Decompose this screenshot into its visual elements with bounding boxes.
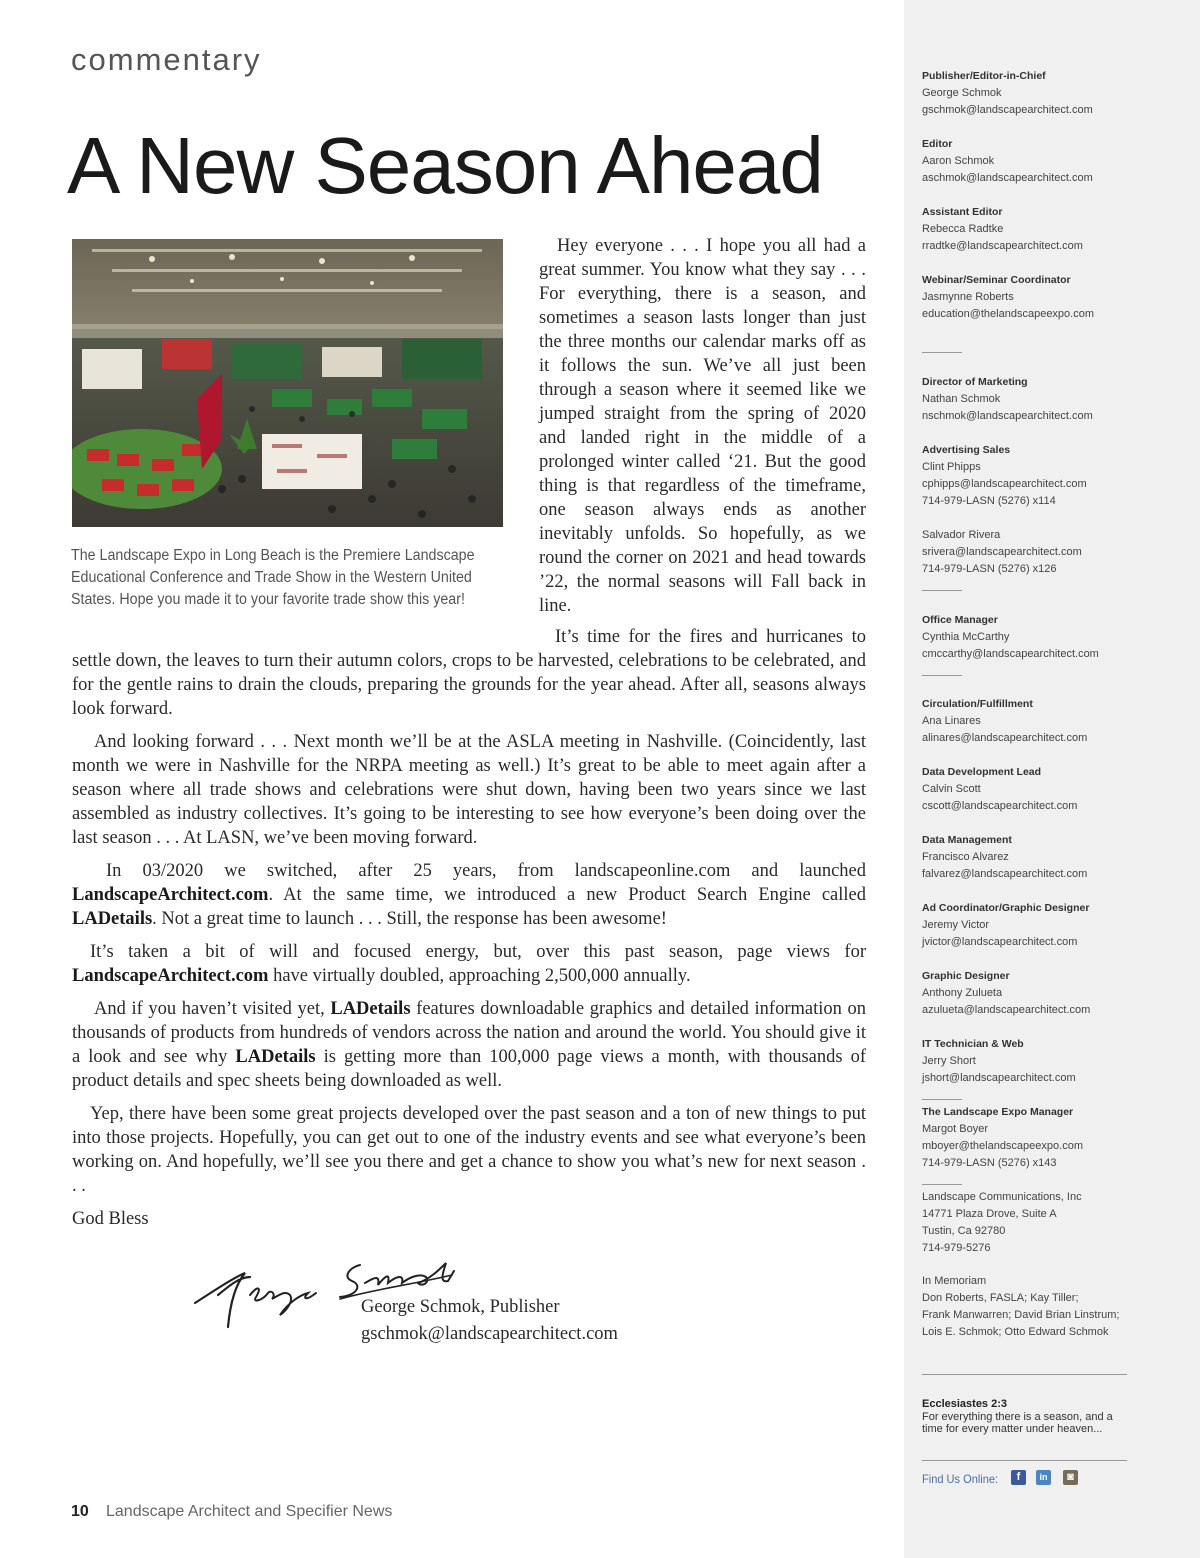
staff-email[interactable]: nschmok@landscapearchitect.com [922,410,1093,422]
divider [922,1184,962,1185]
staff-entry [922,527,1162,578]
staff-role: Publisher/Editor-in-Chief [922,70,1046,82]
staff-name: Cynthia McCarthy [922,631,1010,643]
staff-entry [922,900,1162,951]
instagram-icon[interactable]: ◙ [1063,1470,1078,1485]
divider [922,590,962,591]
staff-entry [922,442,1162,510]
staff-entry [922,1104,1162,1172]
divider [922,675,962,676]
staff-name: Rebecca Radtke [922,223,1004,235]
intro-text: Hey everyone . . . I hope you all had a great summer. You know what they say . . . For everything, there is a season, and sometimes a season lasts longer than just the three months our calendar marks off as it follows the sun. We’ve all just been through a season where it seemed like we jumped straight from the spring of 2020 and landed right in the middle of a prolonged winter called ‘21. But the good thing is that regardless of the timeframe, one season always ends as another inevitably unfolds. So hopefully, as we round the corner on 2021 and head towards ’22, the normal seasons will Fall back in line. [539,236,866,616]
staff-role: Webinar/Seminar Coordinator [922,274,1071,286]
paragraph-5-link-ladetails: LADetails [330,999,411,1019]
paragraph-5-text-a: And if you haven’t visited yet, [94,999,331,1019]
staff-name: Margot Boyer [922,1123,989,1135]
staff-role: Office Manager [922,614,998,626]
staff-role: The Landscape Expo Manager [922,1106,1074,1118]
staff-role: Assistant Editor [922,206,1003,218]
memoriam-line: Lois E. Schmok; Otto Edward Schmok [922,1326,1109,1338]
facebook-icon[interactable]: f [1011,1470,1026,1485]
signature-email: gschmok@landscapearchitect.com [361,1324,618,1344]
staff-email[interactable]: cscott@landscapearchitect.com [922,800,1078,812]
staff-name: Jerry Short [922,1055,976,1067]
company-phone: 714-979-5276 [922,1242,991,1254]
intro-paragraph [539,234,866,618]
staff-entry [922,374,1162,425]
paragraph-5-link-ladetails-2: LADetails [235,1047,316,1067]
staff-role: Advertising Sales [922,444,1011,456]
masthead-sidebar [904,0,1200,1558]
company-city: Tustin, Ca 92780 [922,1225,1006,1237]
paragraph-3-link-ladetails: LADetails [72,909,153,929]
staff-name: Jeremy Victor [922,919,990,931]
staff-name: Jasmynne Roberts [922,291,1014,303]
verse-title: Ecclesiastes 2:3 [922,1398,1008,1410]
signature-image [190,1255,460,1335]
staff-entry [922,832,1162,883]
staff-email[interactable]: cphipps@landscapearchitect.com [922,478,1087,490]
headline: A New Season Ahead [67,121,823,210]
staff-phone: 714-979-LASN (5276) x143 [922,1157,1057,1169]
staff-name: Ana Linares [922,715,981,727]
company-name: Landscape Communications, Inc [922,1191,1082,1203]
staff-name: Anthony Zulueta [922,987,1003,999]
staff-email[interactable]: alinares@landscapearchitect.com [922,732,1088,744]
memoriam-line: Don Roberts, FASLA; Kay Tiller; [922,1292,1079,1304]
divider [922,1099,962,1100]
staff-name: Francisco Alvarez [922,851,1009,863]
memoriam-title: In Memoriam [922,1275,987,1287]
paragraph-5-text-e: is getting more than 100,000 page views a month, with thousands of product details and spec sheets being downloaded as well. [72,1047,866,1091]
staff-name: Clint Phipps [922,461,981,473]
article-body [72,625,866,1240]
staff-entry [922,696,1162,747]
paragraph-2: And looking forward . . . Next month we’ll be at the ASLA meeting in Nashville. (Coincidently, last month we were in Nashville for the NRPA meeting as well.) It’s great to be able to meet again after a season where all trade shows and celebrations were shut down, having been two years since we last assembled as industry collectives. It’s going to be interesting to see how everyone’s been doing over the last season . . . At LASN, we’ve been moving forward. [72,732,866,848]
paragraph-3-link-website: LandscapeArchitect.com [72,885,269,905]
staff-email[interactable]: cmccarthy@landscapearchitect.com [922,648,1099,660]
staff-role: Data Development Lead [922,766,1042,778]
paragraph-6: Yep, there have been some great projects developed over the past season and a ton of new things to put into those projects. Hopefully, you can get out to one of the industry events and see what everyone’s been working on. And hopefully, we’ll see you there and get a chance to show you what’s new for next season . . . [72,1104,866,1196]
staff-role: Graphic Designer [922,970,1010,982]
staff-entry [922,272,1162,323]
staff-email[interactable]: mboyer@thelandscapeexpo.com [922,1140,1083,1152]
publication-name: Landscape Architect and Specifier News [106,1503,393,1520]
staff-phone: 714-979-LASN (5276) x114 [922,495,1056,507]
signature-name: George Schmok, Publisher [361,1297,560,1317]
paragraph-3-text-e: . Not a great time to launch . . . Still, the response has been awesome! [152,909,667,929]
staff-name: Salvador Rivera [922,529,1001,541]
staff-role: Editor [922,138,953,150]
staff-email[interactable]: srivera@landscapearchitect.com [922,546,1082,558]
paragraph-4-text-c: have virtually doubled, approaching 2,500,000 annually. [268,966,691,986]
paragraph-5-text-c: features downloadable graphics and detailed information on thousands of products from hundreds of vendors across the nation and around the world. You should give it a look and see why [72,999,866,1067]
staff-role: Ad Coordinator/Graphic Designer [922,902,1090,914]
staff-role: IT Technician & Web [922,1038,1024,1050]
company-info [922,1189,1162,1257]
paragraph-5 [72,997,866,1093]
paragraph-4 [72,940,866,988]
staff-name: Aaron Schmok [922,155,995,167]
staff-entry [922,204,1162,255]
find-us-label: Find Us Online: [922,1472,999,1486]
staff-email[interactable]: jshort@landscapearchitect.com [922,1072,1076,1084]
divider [922,1460,1127,1461]
staff-entry [922,968,1162,1019]
staff-phone: 714-979-LASN (5276) x126 [922,563,1057,575]
staff-entry [922,68,1162,119]
staff-email[interactable]: rradtke@landscapearchitect.com [922,240,1083,252]
staff-email[interactable]: jvictor@landscapearchitect.com [922,936,1078,948]
staff-email[interactable]: aschmok@landscapearchitect.com [922,172,1093,184]
memoriam-line: Frank Manwarren; David Brian Linstrum; [922,1309,1120,1321]
staff-name: Nathan Schmok [922,393,1001,405]
staff-role: Data Management [922,834,1012,846]
staff-email[interactable]: gschmok@landscapearchitect.com [922,104,1093,116]
memoriam [922,1273,1162,1341]
divider [922,1374,1127,1375]
divider [922,352,962,353]
staff-entry [922,136,1162,187]
verse-text: For everything there is a season, and a time for every matter under heaven... [922,1411,1113,1435]
staff-email[interactable]: azulueta@landscapearchitect.com [922,1004,1091,1016]
staff-role: Circulation/Fulfillment [922,698,1033,710]
staff-name: Calvin Scott [922,783,981,795]
expo-photo-illustration [72,239,503,527]
expo-photo [72,239,503,527]
linkedin-icon[interactable]: in [1036,1470,1051,1485]
page-number: 10 [71,1503,89,1520]
staff-role: Director of Marketing [922,376,1028,388]
paragraph-3-text-a: In 03/2020 we switched, after 25 years, from landscapeonline.com and launched [106,861,866,881]
staff-entry [922,612,1162,663]
closing: God Bless [72,1209,149,1229]
staff-email[interactable]: falvarez@landscapearchitect.com [922,868,1088,880]
paragraph-3 [72,859,866,931]
paragraph-3-text-c: . At the same time, we introduced a new Product Search Engine called [268,885,866,905]
company-address: 14771 Plaza Drove, Suite A [922,1208,1057,1220]
staff-email[interactable]: education@thelandscapeexpo.com [922,308,1095,320]
photo-caption: The Landscape Expo in Long Beach is the Premiere Landscape Educational Conference and Trade Show in the Western United States. Hope you made it to your favorite trade show this year! [71,547,475,608]
paragraph-4-text-a: It’s taken a bit of will and focused energy, but, over this past season, page views for [90,942,866,962]
staff-entry [922,1036,1162,1087]
paragraph-4-link-website: LandscapeArchitect.com [72,966,269,986]
section-label: commentary [71,42,262,77]
staff-entry [922,764,1162,815]
staff-name: George Schmok [922,87,1002,99]
paragraph-1: It’s time for the fires and hurricanes to settle down, the leaves to turn their autumn colors, crops to be harvested, celebrations to be celebrated, and for the gentle rains to drain the clouds, preparing the grounds for the year ahead. After all, seasons always look forward. [72,627,866,719]
